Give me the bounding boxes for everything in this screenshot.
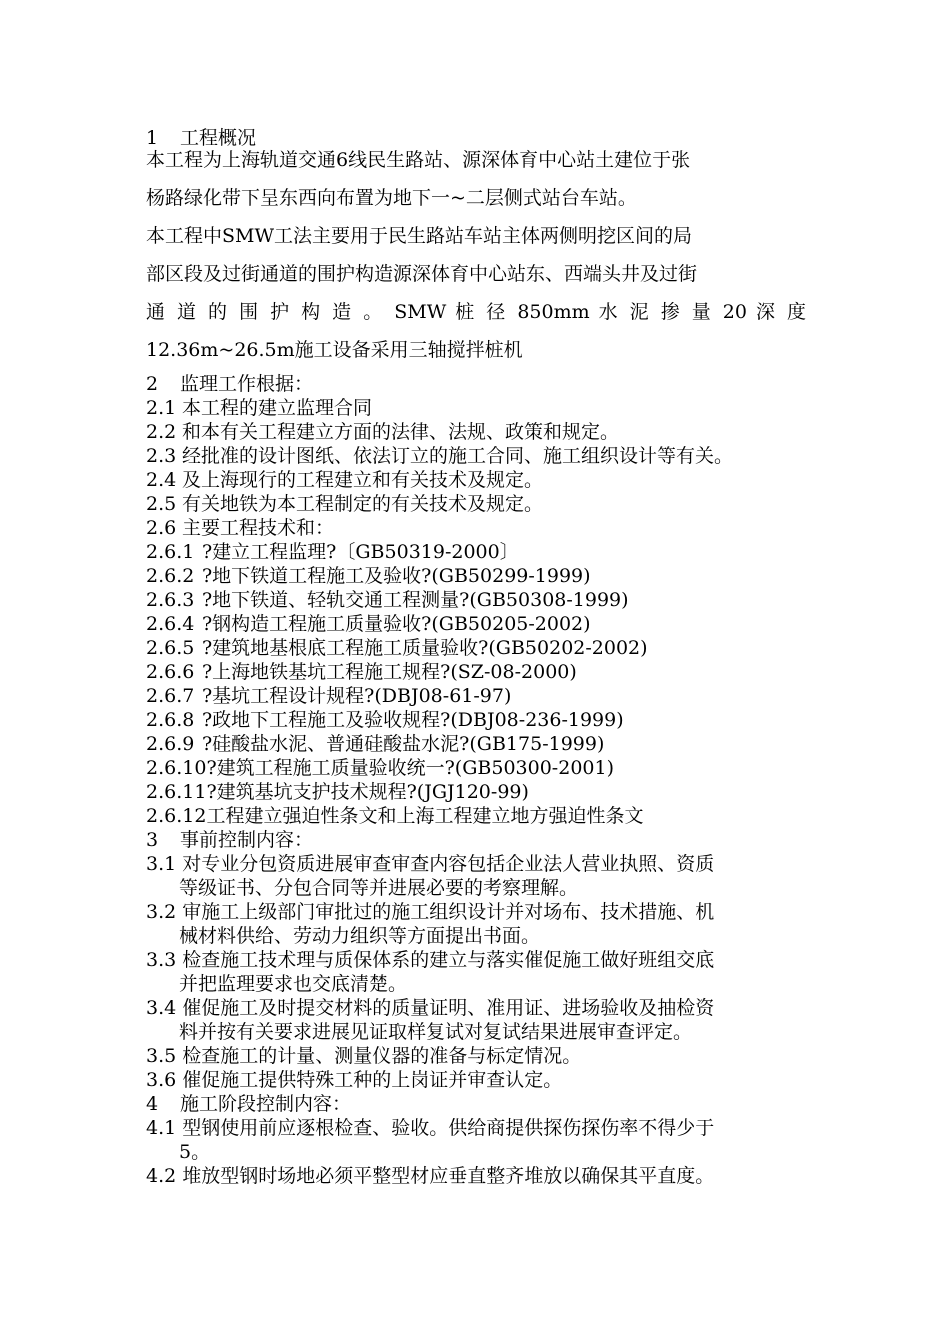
item-number: 2.6.2 <box>146 565 195 587</box>
item-number: 2.1 <box>146 397 177 419</box>
item-text: 催促施工及时提交材料的质量证明、准用证、进场验收及抽检资 <box>182 997 715 1019</box>
item-number: 2.6.10 <box>146 757 207 779</box>
list-item <box>146 852 846 900</box>
item-number: 3.1 <box>146 853 177 875</box>
item-number: 2.6.5 <box>146 637 195 659</box>
item-number: 4.2 <box>146 1165 177 1187</box>
item-text: ?硅酸盐水泥、普通硅酸盐水泥?(GB175-1999) <box>202 733 605 755</box>
item-number: 4.1 <box>146 1117 177 1139</box>
item-number: 2.6 <box>146 517 177 539</box>
list-item <box>146 1116 846 1164</box>
section-number: 1 <box>146 127 159 149</box>
list-item <box>146 996 846 1044</box>
standard-item <box>146 588 846 612</box>
item-number: 2.6.3 <box>146 589 195 611</box>
item-text: 经批准的设计图纸、依法订立的施工合同、施工组织设计等有关。 <box>182 445 734 467</box>
item-number: 3.5 <box>146 1045 177 1067</box>
list-item <box>146 1164 846 1188</box>
item-text-continued: 等级证书、分包合同等并进展必要的考察理解。 <box>179 877 579 899</box>
section-2 <box>146 372 846 1188</box>
item-text-continued: 并把监理要求也交底清楚。 <box>179 973 408 995</box>
standard-item <box>146 780 846 804</box>
item-number: 3.2 <box>146 901 177 923</box>
list-item <box>146 492 846 516</box>
item-text-continued: 械材料供给、劳动力组织等方面提出书面。 <box>179 925 541 947</box>
section-title: 工程概况 <box>180 127 257 149</box>
standard-item <box>146 660 846 684</box>
standard-item <box>146 540 846 564</box>
standard-item <box>146 732 846 756</box>
standard-item <box>146 756 846 780</box>
item-text: 和本有关工程建立方面的法律、法规、政策和规定。 <box>182 421 620 443</box>
item-number: 3.4 <box>146 997 177 1019</box>
standard-item <box>146 708 846 732</box>
list-item <box>146 948 846 996</box>
item-text: 检查施工技术理与质保体系的建立与落实催促施工做好班组交底 <box>182 949 715 971</box>
item-number: 3.6 <box>146 1069 177 1091</box>
paragraph-line: 通 道 的 围 护 构 造 。 SMW 桩 径 850mm 水 泥 掺 量 20 深 度 <box>146 301 807 323</box>
item-text: ?基坑工程设计规程?(DBJ08-61-97) <box>202 685 512 707</box>
paragraph-line: 杨路绿化带下呈东西向布置为地下一~二层侧式站台车站。 <box>146 187 637 209</box>
item-number: 2.6.4 <box>146 613 195 635</box>
item-text: 本工程的建立监理合同 <box>182 397 373 419</box>
item-text: ?建筑基坑支护技术规程?(JGJ120-99) <box>206 781 529 803</box>
list-item <box>146 444 846 468</box>
list-item <box>146 1044 846 1068</box>
standard-item <box>146 636 846 660</box>
item-text: ?上海地铁基坑工程施工规程?(SZ-08-2000) <box>202 661 577 683</box>
section-title: 监理工作根据： <box>180 373 314 395</box>
item-text: 及上海现行的工程建立和有关技术及规定。 <box>182 469 544 491</box>
item-text: ?地下铁道、轻轨交通工程测量?(GB50308-1999) <box>202 589 629 611</box>
item-text: ?政地下工程施工及验收规程?(DBJ08-236-1999) <box>202 709 624 731</box>
list-item <box>146 396 846 420</box>
item-text: 主要工程技术和： <box>182 517 335 539</box>
standard-item <box>146 804 846 828</box>
item-text: 堆放型钢时场地必须平整型材应垂直整齐堆放以确保其平直度。 <box>182 1165 715 1187</box>
item-number: 2.2 <box>146 421 177 443</box>
item-text: ?钢构造工程施工质量验收?(GB50205-2002) <box>202 613 591 635</box>
item-text: 催促施工提供特殊工种的上岗证并审查认定。 <box>182 1069 563 1091</box>
section-2-heading <box>146 372 846 396</box>
item-text: 审施工上级部门审批过的施工组织设计并对场布、技术措施、机 <box>182 901 715 923</box>
paragraph-line: 12.36m~26.5m施工设备采用三轴搅拌桩机 <box>146 339 523 361</box>
standard-item <box>146 684 846 708</box>
item-number: 2.6.12 <box>146 805 207 827</box>
item-text: 工程建立强迫性条文和上海工程建立地方强迫性条文 <box>206 805 644 827</box>
section-number: 4 <box>146 1093 159 1115</box>
list-item <box>146 1068 846 1092</box>
list-item <box>146 516 846 540</box>
item-number: 2.6.6 <box>146 661 195 683</box>
item-text: ?建立工程监理?〔GB50319-2000〕 <box>202 541 519 563</box>
item-number: 2.6.1 <box>146 541 195 563</box>
paragraph-line: 部区段及过街通道的围护构造源深体育中心站东、西端头井及过街 <box>146 263 698 285</box>
list-item <box>146 900 846 948</box>
item-number: 2.6.8 <box>146 709 195 731</box>
item-text: ?建筑地基根底工程施工质量验收?(GB50202-2002) <box>202 637 648 659</box>
item-text: 检查施工的计量、测量仪器的准备与标定情况。 <box>182 1045 582 1067</box>
standard-item <box>146 564 846 588</box>
section-3-heading <box>146 828 846 852</box>
item-number: 2.6.9 <box>146 733 195 755</box>
paragraph-line: 本工程为上海轨道交通6线民生路站、源深体育中心站土建位于张 <box>146 149 691 171</box>
item-number: 3.3 <box>146 949 177 971</box>
section-title: 事前控制内容： <box>180 829 314 851</box>
item-number: 2.6.7 <box>146 685 195 707</box>
list-item <box>146 468 846 492</box>
section-1-paragraph-2 <box>146 217 806 369</box>
list-item <box>146 420 846 444</box>
item-number: 2.5 <box>146 493 177 515</box>
item-text: 有关地铁为本工程制定的有关技术及规定。 <box>182 493 544 515</box>
item-text: ?地下铁道工程施工及验收?(GB50299-1999) <box>202 565 591 587</box>
item-text: 对专业分包资质进展审查审查内容包括企业法人营业执照、资质 <box>182 853 715 875</box>
section-4-heading <box>146 1092 846 1116</box>
item-text: ?建筑工程施工质量验收统一?(GB50300-2001) <box>206 757 614 779</box>
section-title: 施工阶段控制内容： <box>180 1093 352 1115</box>
standard-item <box>146 612 846 636</box>
section-number: 3 <box>146 829 159 851</box>
paragraph-line: 本工程中SMW工法主要用于民生路站车站主体两侧明挖区间的局 <box>146 225 693 247</box>
section-number: 2 <box>146 373 159 395</box>
item-text-continued: 料并按有关要求进展见证取样复试对复试结果进展审查评定。 <box>179 1021 693 1043</box>
item-number: 2.6.11 <box>146 781 207 803</box>
item-text: 型钢使用前应逐根检查、验收。供给商提供探伤探伤率不得少于 <box>182 1117 715 1139</box>
item-text-continued: 5。 <box>179 1141 211 1163</box>
item-number: 2.3 <box>146 445 177 467</box>
item-number: 2.4 <box>146 469 177 491</box>
section-1-paragraph-1 <box>146 141 806 217</box>
